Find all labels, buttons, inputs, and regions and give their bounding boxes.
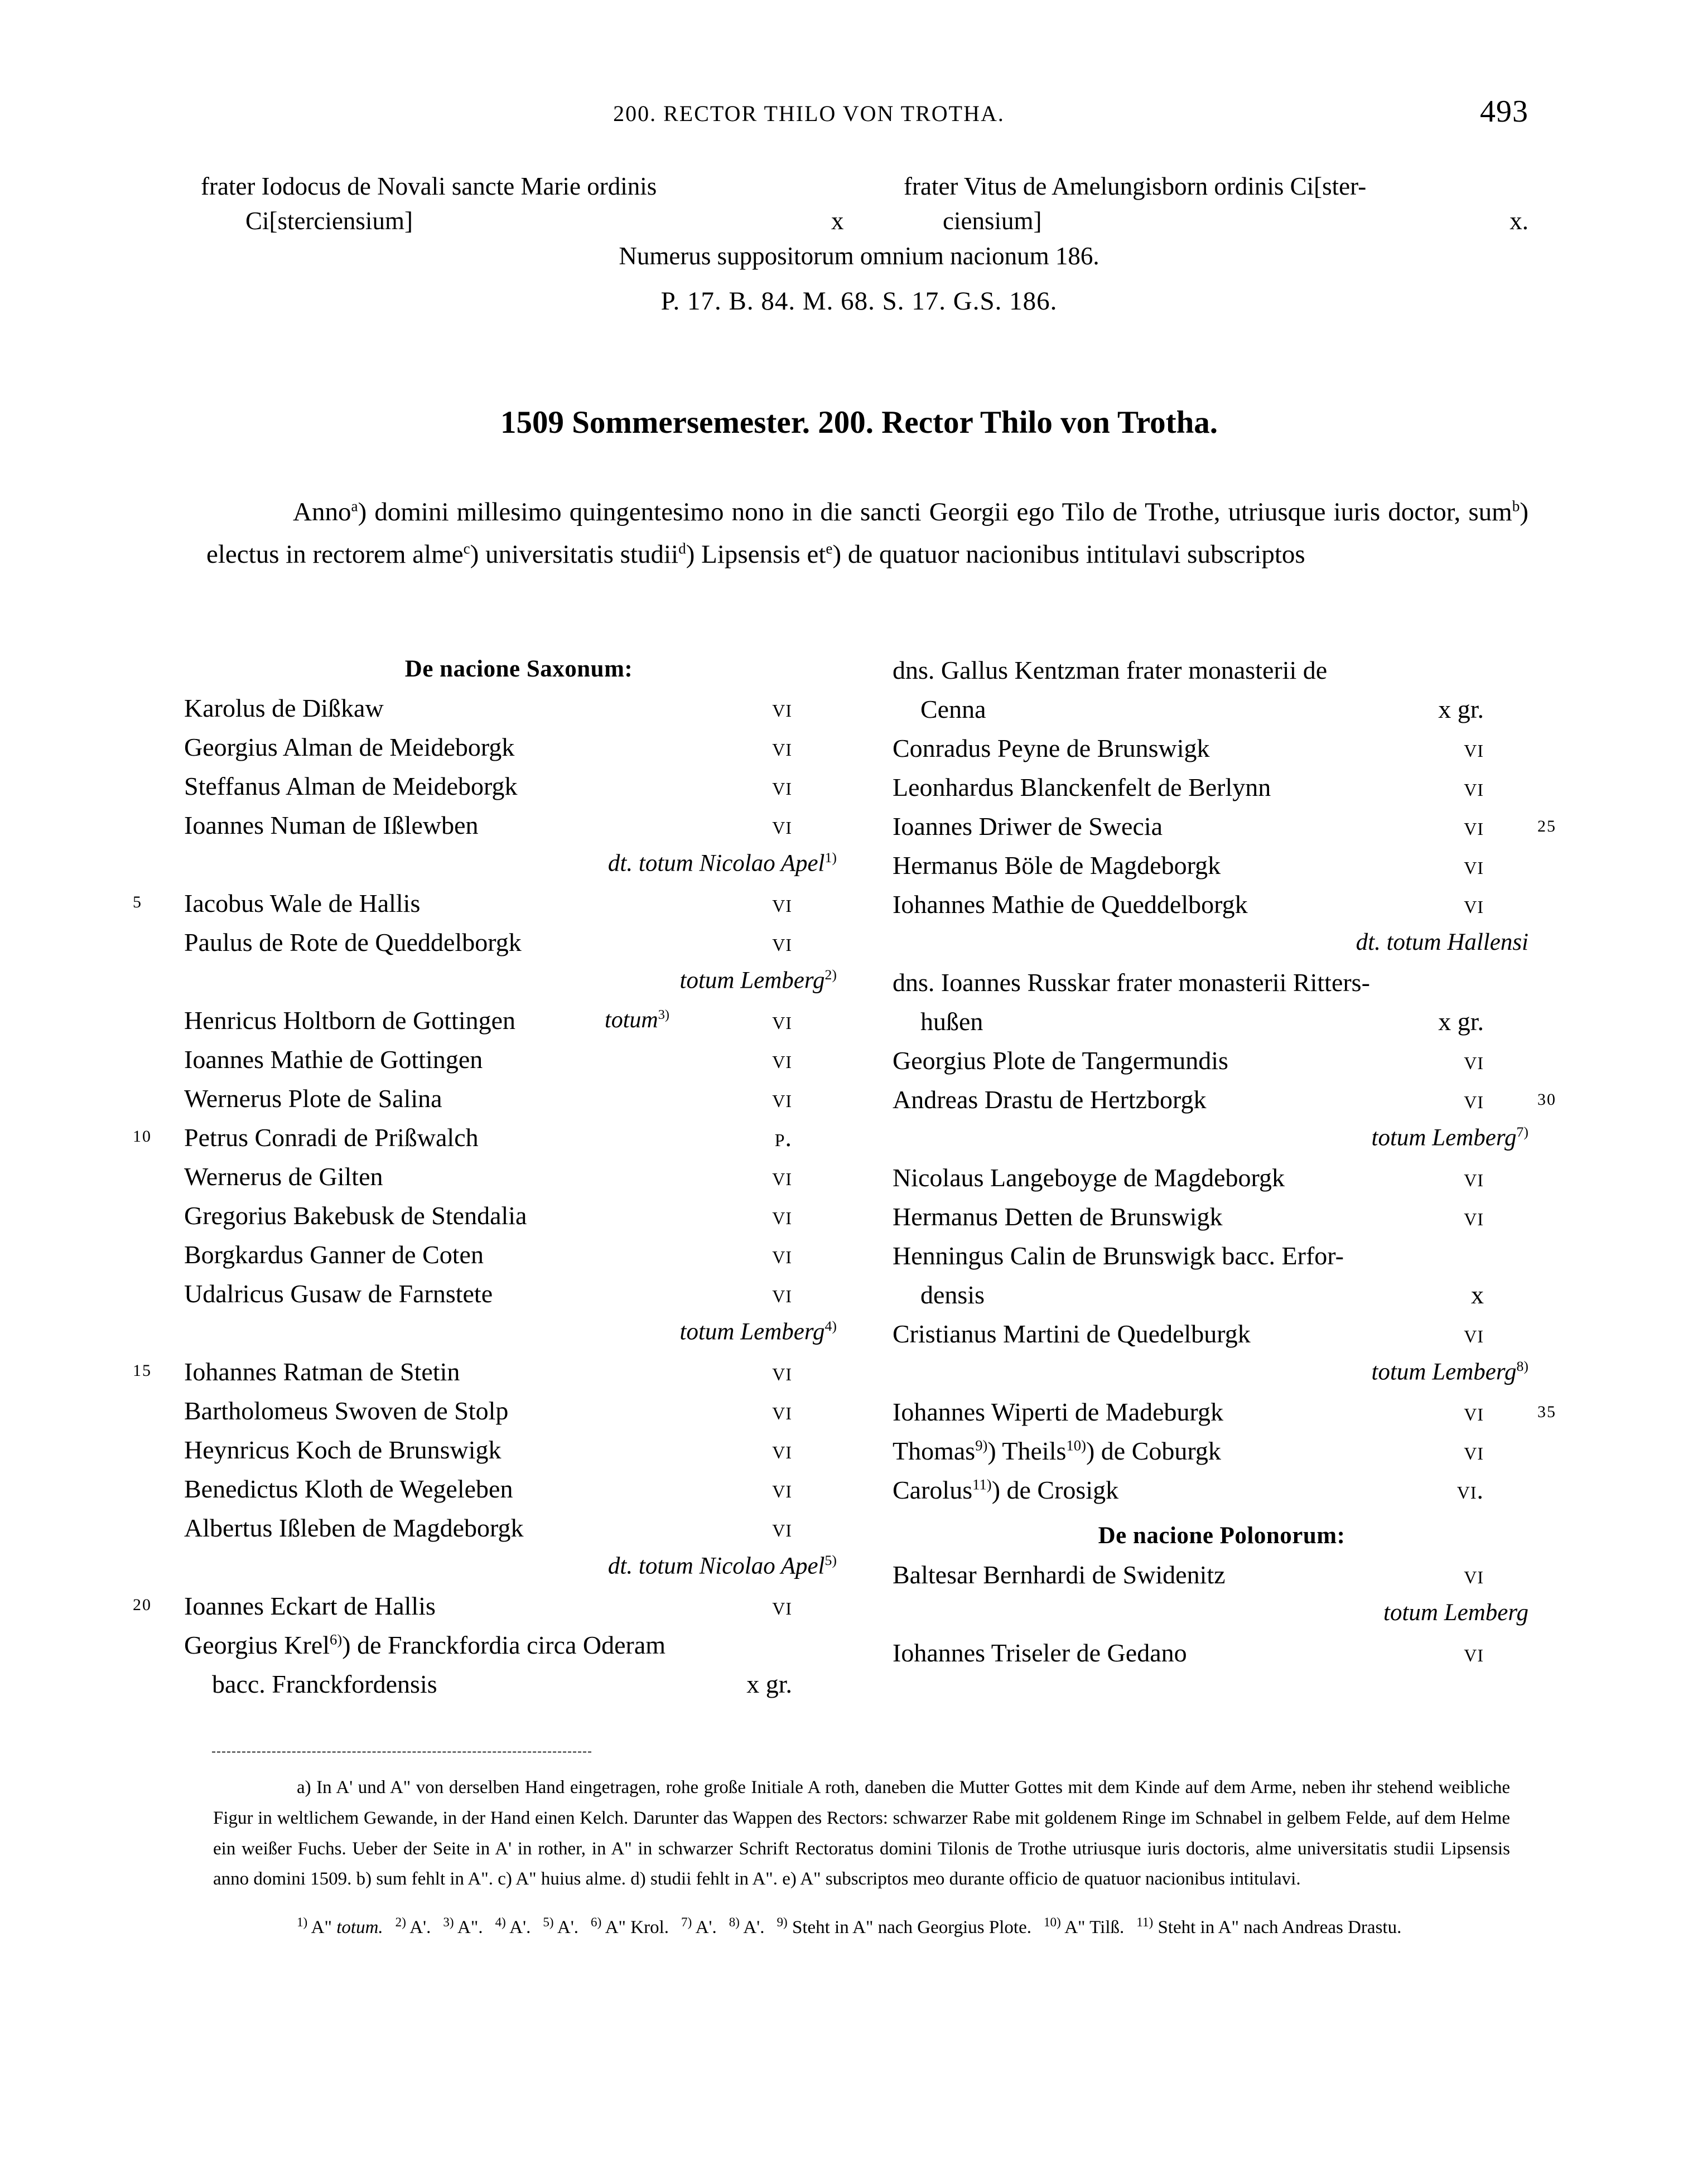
entry-fee: x gr. (1438, 695, 1484, 723)
entry-fee: x (1471, 1281, 1484, 1309)
head-right-text: frater Vitus de Amelungisborn ordinis Ci[ster- (904, 172, 1367, 200)
footnote-number: 8) (729, 1915, 740, 1930)
entry-name: Bartholomeus Swoven de Stolp (184, 1397, 509, 1425)
entry-name: Cenna (920, 695, 986, 723)
head-left-continuation: Ci[sterciensium] (245, 207, 413, 235)
entry-name: Georgius Plote de Tangermundis (893, 1046, 1228, 1075)
payment-note (184, 1318, 853, 1357)
entry-name: Petrus Conradi de Prißwalch (184, 1123, 479, 1152)
entry-name: Conradus Peyne de Brunswigk (893, 734, 1210, 762)
payment-note-text: dt. totum Hallensi (1356, 929, 1528, 955)
entry-name: Carolus$^{11)}$) de Crosigk (893, 1476, 1119, 1504)
footnote-marker: 8) (1516, 1358, 1528, 1374)
register-entry (893, 1319, 1551, 1358)
footnote-text: A" Tilß. (1060, 1917, 1125, 1938)
intro-anno: Anno (293, 497, 351, 526)
entry-fee: vi (1464, 851, 1484, 880)
register-entry (893, 1202, 1551, 1241)
intro-paragraph (206, 491, 1528, 576)
payment-note-text: totum Lemberg (679, 967, 825, 994)
register-entry (184, 927, 853, 967)
register-entry (184, 1279, 853, 1318)
entry-fee: vi (772, 1279, 792, 1308)
intro-text-3: ) universitatis studii (470, 540, 679, 569)
running-head-title: 200. RECTOR THILO VON TROTHA. (613, 101, 1005, 126)
register-entry (893, 1007, 1551, 1046)
footnote-marker: 4) (824, 1318, 837, 1334)
footnote-number: 6) (591, 1915, 602, 1930)
entry-list-polonorum (893, 1560, 1551, 1677)
register-entry (133, 888, 853, 927)
entry-fee: vi (772, 1084, 792, 1113)
entry-fee: vi (772, 811, 792, 839)
entry-fee: x gr. (1438, 1007, 1484, 1036)
footnote-number: 3) (443, 1915, 454, 1930)
entry-name: Henricus Holtborn de Gottingen (184, 1006, 516, 1035)
entry-name: densis (920, 1281, 985, 1309)
footnote-marker: 11) (972, 1476, 992, 1493)
line-number: 30 (1537, 1090, 1556, 1109)
entry-name: Thomas$^{9)}$) Theils$^{10)}$) de Coburgk (893, 1437, 1221, 1465)
head-left-text: frater Iodocus de Novali sancte Marie ordinis (201, 172, 657, 200)
entry-fee: vi (1464, 1085, 1484, 1114)
entry-name: Udalricus Gusaw de Farnstete (184, 1279, 493, 1308)
entry-name: Borgkardus Ganner de Coten (184, 1240, 484, 1269)
register-entry (184, 1396, 853, 1435)
entry-name: Ioannes Mathie de Gottingen (184, 1045, 483, 1074)
footnote-text: A" Krol. (601, 1917, 669, 1938)
entry-fee: vi (1464, 1202, 1484, 1231)
register-entry (184, 1006, 853, 1045)
entry-name: Heynricus Koch de Brunswigk (184, 1436, 501, 1464)
entry-fee: vi (772, 1592, 792, 1620)
entry-name: Gregorius Bakebusk de Stendalia (184, 1201, 527, 1230)
payment-note-text: dt. totum Nicolao Apel (607, 850, 825, 877)
entry-fee: x gr. (746, 1670, 792, 1698)
register-entry (893, 772, 1551, 811)
footnote-separator-rule (212, 1751, 591, 1753)
register-entry (184, 1162, 853, 1201)
entry-name: Ioannes Eckart de Hallis (184, 1592, 436, 1620)
intro-text-2: ) electus in rectorem alme (206, 497, 1528, 569)
entry-fee: vi (772, 772, 792, 800)
footnote-number: 7) (681, 1915, 692, 1930)
head-block (190, 170, 1528, 239)
footnote-block (213, 1772, 1510, 1943)
entry-fee: vi (1464, 1398, 1484, 1426)
entry-name: Baltesar Bernhardi de Swidenitz (893, 1560, 1226, 1589)
footnote-marker: 2) (824, 967, 837, 983)
head-left-fee: x (831, 207, 844, 235)
footnote-text: A". (454, 1917, 483, 1938)
entry-fee: vi (1464, 1046, 1484, 1075)
footnote-marker: 7) (1516, 1124, 1528, 1140)
register-entry (893, 694, 1551, 733)
register-entry (184, 693, 853, 732)
entry-fee: p. (774, 1123, 792, 1152)
register-entry (893, 968, 1551, 1007)
footnote-number: 1) (297, 1915, 308, 1930)
register-entry (893, 1163, 1551, 1202)
payment-note (184, 967, 853, 1006)
entry-name: hußen (920, 1007, 983, 1036)
payment-note (184, 1552, 853, 1591)
entry-fee: vi (772, 1240, 792, 1269)
register-entry (893, 733, 1551, 772)
entry-fee: vi (772, 1475, 792, 1503)
entry-name: Ioannes Driwer de Swecia (893, 812, 1163, 840)
footnote-text: A'. (406, 1917, 431, 1938)
head-block-row (190, 170, 1528, 205)
entry-fee: vi (1464, 1560, 1484, 1589)
line-number: 35 (1537, 1403, 1556, 1421)
column-heading-polonorum: De nacione Polonorum: (1098, 1523, 1345, 1549)
footnote-marker: 6) (330, 1631, 343, 1648)
page-number: 493 (1480, 94, 1528, 129)
line-number: 25 (1537, 817, 1556, 835)
intro-footnote-marker-c: c (463, 540, 470, 557)
entry-fee: vi (772, 889, 792, 917)
register-entry (133, 1591, 853, 1630)
entry-name: bacc. Franckfordensis (212, 1670, 437, 1698)
entry-name: Iacobus Wale de Hallis (184, 889, 421, 917)
footnote-number: 10) (1043, 1915, 1061, 1930)
register-entry (184, 1240, 853, 1279)
entry-name: Ioannes Numan de Ißlewben (184, 811, 479, 839)
entry-name: Wernerus de Gilten (184, 1162, 383, 1191)
entry-name: Georgius Krel$^{6)}$) de Franckfordia circa Oderam (184, 1631, 666, 1659)
entry-name: Henningus Calin de Brunswigk bacc. Erfor- (893, 1241, 1344, 1270)
column-heading-saxonum: De nacione Saxonum: (404, 656, 633, 682)
running-head (190, 94, 1528, 134)
register-entry (184, 1513, 853, 1552)
entry-fee: vi (1464, 1320, 1484, 1348)
register-entry (893, 1397, 1556, 1436)
entry-fee: vi (772, 733, 792, 761)
payment-note (184, 849, 853, 888)
entry-name: Iohannes Ratman de Stetin (184, 1357, 460, 1386)
register-entry (893, 1280, 1551, 1319)
footnote-marker: 5) (824, 1552, 837, 1568)
footnote-lettered: a) In A' und A" von derselben Hand eingetragen, rohe große Initiale A roth, daneben die Mutter Gottes mit dem Kinde auf dem Arme, neben ihr stehend weibliche Figur in weltlichem Gewande, in der Hand einen Kelch. Darunter das Wappen des Rectors: schwarzer Rabe mit goldenem Ringe im Schnabel in gelbem Felde, auf dem Helme ein weißer Fuchs. Ueber der Seite in A' in rother, in A" in schwarzer Schrift Rectoratus domini Tilonis de Trothe utriusque iuris doctoris, alme universitatis studii Lipsensis anno domini 1509. b) sum fehlt in A". c) A" huius alme. d) studii fehlt in A". e) A" subscriptos meo durante officio de quatuor nacionibus intitulavi. (213, 1777, 1510, 1890)
entry-name: Steffanus Alman de Meideborgk (184, 772, 518, 800)
entry-fee: vi (772, 694, 792, 722)
payment-note-text: totum Lemberg (1371, 1124, 1517, 1151)
entry-name: dns. Gallus Kentzman frater monasterii de (893, 656, 1328, 684)
footnote-marker: 3) (658, 1007, 669, 1022)
payment-note-text: totum Lemberg (1383, 1600, 1528, 1626)
payment-note-text: totum Lemberg (1371, 1359, 1517, 1385)
entry-fee: vi (772, 1162, 792, 1191)
footnote-number: 4) (495, 1915, 506, 1930)
entry-name: Iohannes Wiperti de Madeburgk (893, 1398, 1224, 1426)
entry-name: Iohannes Triseler de Gedano (893, 1639, 1187, 1667)
column-right (893, 655, 1556, 1677)
head-block-row (190, 205, 1528, 239)
entry-fee: vi (1464, 734, 1484, 762)
entry-name: Hermanus Detten de Brunswigk (893, 1202, 1223, 1231)
footnote-numbered (213, 1911, 1510, 1943)
intro-footnote-marker-d: d (678, 540, 686, 557)
footnote-number: 11) (1136, 1915, 1154, 1930)
entry-fee: vi (772, 1357, 792, 1386)
footnote-text: A'. (692, 1917, 717, 1938)
nation-tally-line: P. 17. B. 84. M. 68. S. 17. G.S. 186. (660, 287, 1058, 316)
entry-name: Hermanus Böle de Magdeborgk (893, 851, 1221, 880)
entry-fee: vi (772, 1397, 792, 1425)
entry-name: Wernerus Plote de Salina (184, 1084, 442, 1113)
register-entry (184, 1669, 853, 1708)
entry-mid-note: totum$^{3)}$ (605, 1007, 669, 1033)
footnote-text: A'. (505, 1917, 531, 1938)
entry-fee: vi (1464, 1437, 1484, 1465)
register-entry (893, 811, 1556, 851)
column-saxonum (133, 655, 853, 1708)
numerus-line: Numerus suppositorum omnium nacionum 186. (619, 242, 1099, 270)
entry-fee: vi (772, 928, 792, 956)
line-number: 5 (133, 893, 142, 911)
register-entry (184, 1474, 853, 1513)
register-entry (893, 1046, 1551, 1085)
register-entry (893, 1475, 1551, 1514)
register-entry (184, 732, 853, 771)
intro-footnote-marker-b: b (1512, 497, 1520, 515)
footnote-number: 5) (543, 1915, 554, 1930)
head-right-fee: x. (1509, 207, 1528, 235)
register-entry (184, 1201, 853, 1240)
entry-fee: vi (772, 1201, 792, 1230)
entry-fee: vi. (1456, 1476, 1484, 1504)
payment-note (893, 1358, 1551, 1397)
footnote-text: Steht in A" nach Andreas Drastu. (1153, 1917, 1402, 1938)
register-entry (893, 1436, 1551, 1475)
intro-text-4: ) Lipsensis et (686, 540, 826, 569)
footnote-text: A'. (553, 1917, 579, 1938)
entry-fee: vi (1464, 1639, 1484, 1667)
entry-name: Karolus de Dißkaw (184, 694, 384, 722)
footnote-text: A'. (740, 1917, 765, 1938)
entry-name: Paulus de Rote de Queddelborgk (184, 928, 522, 956)
register-entry (893, 851, 1551, 890)
register-entry (133, 1123, 853, 1162)
entry-name: Nicolaus Langeboyge de Magdeborgk (893, 1163, 1285, 1192)
footnote-text: Steht in A" nach Georgius Plote. (787, 1917, 1031, 1938)
payment-note (893, 1124, 1551, 1163)
payment-note (893, 929, 1551, 968)
entry-fee: vi (772, 1514, 792, 1542)
line-number: 15 (133, 1361, 152, 1380)
register-entry (893, 890, 1551, 929)
entry-list-saxonum-cont (893, 655, 1556, 1514)
line-number: 20 (133, 1596, 152, 1614)
register-entry (184, 1435, 853, 1474)
footnote-marker: 10) (1066, 1437, 1086, 1454)
entry-fee: vi (772, 1436, 792, 1464)
entry-name: Iohannes Mathie de Queddelborgk (893, 890, 1248, 919)
footnote-marker: 9) (975, 1437, 988, 1454)
entry-list-saxonum (133, 693, 853, 1708)
entry-fee: vi (1464, 890, 1484, 919)
head-right-continuation: ciensium] (943, 207, 1042, 235)
footnote-marker: 1) (824, 849, 837, 866)
intro-text-5: ) de quatuor nacionibus intitulavi subscriptos (832, 540, 1305, 569)
register-entry (184, 810, 853, 849)
entry-fee: vi (1464, 1163, 1484, 1192)
section-title: 1509 Sommersemester. 200. Rector Thilo von Trotha. (500, 405, 1218, 440)
intro-text-1: ) domini millesimo quingentesimo nono in die sancti Georgii ego Tilo de Trothe, utriusque iuris doctor, sum (358, 497, 1512, 526)
entry-name: Albertus Ißleben de Magdeborgk (184, 1514, 524, 1542)
footnote-number: 9) (777, 1915, 788, 1930)
entry-fee: vi (1464, 812, 1484, 840)
register-entry (184, 771, 853, 810)
footnote-text-italic: totum. (336, 1917, 383, 1938)
register-entry (893, 655, 1551, 694)
payment-note-text: dt. totum Nicolao Apel (607, 1553, 825, 1579)
entry-name: Benedictus Kloth de Wegeleben (184, 1475, 513, 1503)
register-entry (133, 1357, 853, 1396)
line-number: 10 (133, 1127, 152, 1146)
entry-fee: vi (1464, 773, 1484, 801)
entry-fee: vi (772, 1045, 792, 1074)
payment-note-text: totum Lemberg (679, 1318, 825, 1345)
intro-footnote-marker-e: e (826, 540, 833, 557)
footnote-text: A" (307, 1917, 337, 1938)
entry-name: Cristianus Martini de Quedelburgk (893, 1320, 1251, 1348)
register-entry (893, 1085, 1556, 1124)
entry-name: dns. Ioannes Russkar frater monasterii Ritters- (893, 968, 1370, 997)
payment-note (893, 1599, 1551, 1638)
entry-name: Andreas Drastu de Hertzborgk (893, 1085, 1207, 1114)
register-entry (184, 1084, 853, 1123)
entry-name: Leonhardus Blanckenfelt de Berlynn (893, 773, 1271, 801)
entry-name: Georgius Alman de Meideborgk (184, 733, 515, 761)
register-entry (184, 1630, 853, 1669)
footnote-number: 2) (395, 1915, 406, 1930)
entry-fee: vi (772, 1006, 792, 1035)
intro-footnote-marker-a: a (351, 497, 358, 515)
register-entry (893, 1560, 1551, 1599)
register-entry (893, 1638, 1551, 1677)
register-entry (893, 1241, 1551, 1280)
register-entry (184, 1045, 853, 1084)
